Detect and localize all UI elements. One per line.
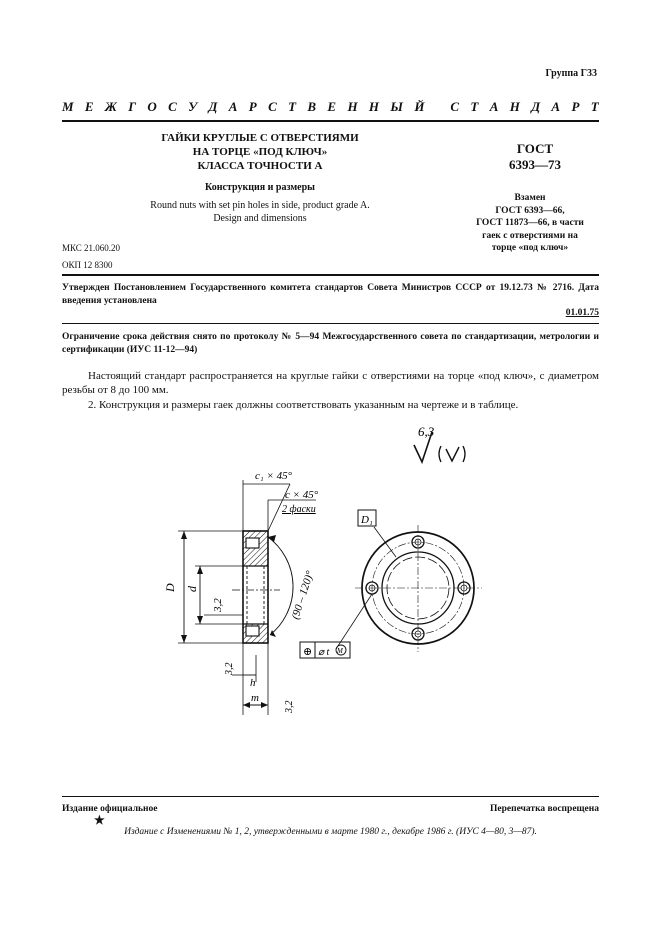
roughness-symbol <box>414 424 465 462</box>
reprint-prohibited: Перепечатка воспрещена <box>489 804 599 814</box>
label-countersink-angle: (90 – 120)° <box>289 569 317 621</box>
label-D1: D₁ <box>361 514 373 526</box>
english-title-line-2: Design and dimensions <box>213 213 307 224</box>
heading-letter: Г <box>128 99 137 114</box>
heading-letter: Ж <box>104 99 117 114</box>
label-m: m <box>251 692 259 704</box>
design-paragraph: 2. Конструкция и размеры гаек должны соответствовать указанным на чертеже и в таблице. <box>88 399 519 411</box>
replaced-line-1: ГОСТ 6393—66, <box>495 205 565 216</box>
heading-letter: Е <box>84 99 94 114</box>
heading-letter: Й <box>414 99 425 114</box>
introduction-date: 01.01.75 <box>565 308 599 318</box>
scope-paragraph: Настоящий стандарт распространяется на круглые гайки с отверстиями на торце «под ключ», с диаметром резьбы от 8 до 100 мм. <box>62 370 599 396</box>
star-icon: ★ <box>94 813 105 827</box>
heading-letter: А <box>551 99 561 114</box>
label-roughness-bore: 3,2 <box>212 598 224 612</box>
official-edition: Издание официальное <box>62 804 158 814</box>
replaced-line-2: ГОСТ 11873—66, в части <box>476 218 584 228</box>
heading-letter: В <box>307 99 317 114</box>
roughness-value: 6,3 <box>418 424 435 439</box>
label-c1-chamfer: c₁ × 45° <box>255 470 293 482</box>
heading-letter: Т <box>470 99 479 114</box>
heading-letter: А <box>228 99 238 114</box>
replaced-line-3: гаек с отверстиями на <box>482 230 578 241</box>
heading-letter: М <box>62 99 74 114</box>
heading-letter: О <box>147 99 157 114</box>
title-line-1: ГАЙКИ КРУГЛЫЕ С ОТВЕРСТИЯМИ <box>161 132 359 144</box>
heading-letter: Н <box>347 99 358 114</box>
nut-front-view <box>300 510 482 658</box>
label-h: h <box>250 677 256 689</box>
title-line-2: НА ТОРЦЕ «ПОД КЛЮЧ» <box>192 146 328 158</box>
label-D: D <box>163 583 177 592</box>
tolerance-value: ⌀ t <box>318 647 330 658</box>
gost-number: 6393—73 <box>509 157 561 172</box>
label-two-chamfers: 2 фаски <box>282 504 316 515</box>
label-c-chamfer: c × 45° <box>285 489 319 501</box>
mks-code: МКС 21.060.20 <box>62 243 121 253</box>
heading-letter: Т <box>590 99 599 114</box>
okp-code: ОКП 12 8300 <box>62 260 113 270</box>
heading-letter: Т <box>288 99 297 114</box>
title-line-3: КЛАССА ТОЧНОСТИ А <box>197 160 323 172</box>
heading-letter: С <box>268 99 277 114</box>
group-code: Группа Г33 <box>545 68 597 79</box>
heading-letter: Н <box>509 99 520 114</box>
gost-label: ГОСТ <box>516 141 554 156</box>
heading-letter: Р <box>248 99 257 114</box>
heading-letter: Е <box>327 99 337 114</box>
label-roughness-face: 3,2 <box>224 662 235 675</box>
limitation-statement: Ограничение срока действия снято по протоколу № 5—94 Межгосударственного совета по стандартизации, метрологии и сертификации (ИУС 11-12—94) <box>62 332 599 355</box>
edition-note: Издание с Изменениями № 1, 2, утвержденными в марте 1980 г., декабре 1986 г. (ИУС 4—80, 3—87). <box>124 827 537 837</box>
english-title-line-1: Round nuts with set pin holes in side, product grade A. <box>150 200 370 211</box>
max-material-modifier-icon: M <box>337 647 343 655</box>
replaced-line-4: торце «под ключ» <box>491 243 569 253</box>
approval-statement: Утвержден Постановлением Государственного комитета стандартов Совета Министров СССР от 19.12.73 № 2716. Дата введения установлена <box>62 283 599 306</box>
heading-letter: А <box>489 99 499 114</box>
label-roughness-end: 3,2 <box>284 700 295 713</box>
label-d: d <box>185 586 199 592</box>
footer-rule <box>62 796 599 797</box>
heading-letter: Ы <box>390 99 403 114</box>
heading-letter: Н <box>368 99 380 114</box>
heading-letter: Р <box>571 99 580 114</box>
heading-letter: Д <box>208 99 218 114</box>
replaced-label: Взамен <box>514 193 546 203</box>
heading-letter: Д <box>531 99 541 114</box>
document-subtitle: Конструкция и размеры <box>205 182 315 193</box>
heading-letter: У <box>188 99 198 114</box>
heading-letter: С <box>168 99 177 114</box>
heading-letter: С <box>450 99 460 114</box>
position-tolerance-icon: ⊕ <box>303 646 313 658</box>
